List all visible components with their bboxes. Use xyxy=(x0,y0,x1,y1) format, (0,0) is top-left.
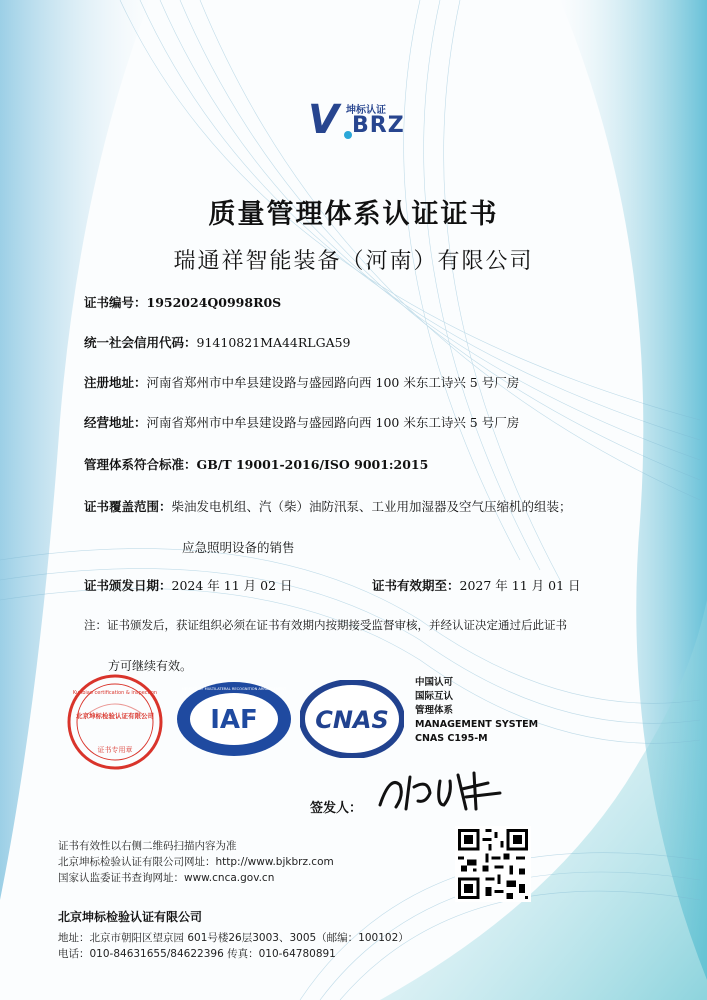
footer-info xyxy=(58,838,334,886)
cnas-line-4: MANAGEMENT SYSTEM xyxy=(415,719,539,730)
iaf-text: IAF xyxy=(210,705,258,735)
standard-label: 管理体系符合标准： xyxy=(84,457,197,472)
standard-value: GB/T 19001-2016/ISO 9001:2015 xyxy=(196,457,429,472)
cert-number-field xyxy=(84,293,281,311)
cnas-description xyxy=(415,676,538,746)
scope-value: 柴油发电机组、汽（柴）油防汛泵、工业用加湿器及空气压缩机的组装； xyxy=(171,499,572,514)
vbrz-logo xyxy=(300,95,410,155)
company-seal xyxy=(65,672,165,772)
logo-dot xyxy=(344,131,352,139)
scope-value-line2: 应急照明设备的销售 xyxy=(182,540,295,555)
credit-code-value: 91410821MA44RLGA59 xyxy=(196,335,351,350)
operating-address-label: 经营地址： xyxy=(84,415,147,430)
cnas-line-5: CNAS C195-M xyxy=(415,733,488,744)
seal-company-text: 北京坤标检验认证有限公司 xyxy=(76,712,154,720)
cnas-logo xyxy=(300,680,404,758)
cert-number-label: 证书编号： xyxy=(84,295,147,310)
credit-code-label: 统一社会信用代码： xyxy=(84,335,197,350)
expiry-date-field xyxy=(372,576,581,594)
expiry-date-value: 2027 年 11 月 01 日 xyxy=(459,578,581,593)
issuer-contact xyxy=(58,930,409,962)
credit-code-field xyxy=(84,333,351,351)
registered-address-label: 注册地址： xyxy=(84,375,147,390)
scope-label: 证书覆盖范围： xyxy=(84,499,172,514)
seal-ring-text: Kunbiao certification & inspection xyxy=(72,690,158,696)
certificate-title: 质量管理体系认证证书 xyxy=(208,199,499,230)
cnas-line-1: 中国认可 xyxy=(415,677,454,688)
expiry-date-label: 证书有效期至： xyxy=(372,578,460,593)
cnas-line-2: 国际互认 xyxy=(415,691,454,702)
issuer-name: 北京坤标检验认证有限公司 xyxy=(58,910,203,924)
footer-line-3: 国家认监委证书查询网址：www.cnca.gov.cn xyxy=(58,872,275,884)
logo-mark-brz: BRZ xyxy=(352,113,405,138)
signer-label: 签发人： xyxy=(310,801,363,816)
validity-note-line2: 方可继续有效。 xyxy=(108,659,193,673)
standard-field xyxy=(84,455,428,473)
validity-note-line1: 注：证书颁发后，获证组织必须在证书有效期内按期接受监督审核，并经认证决定通过后此证书 xyxy=(84,618,567,632)
issuer-address: 地址：北京市朝阳区望京园 601号楼26层3003、3005（邮编：100102） xyxy=(58,932,409,944)
logo-chinese-name: 坤标认证 xyxy=(346,105,386,116)
registered-address-value: 河南省郑州市中牟县建设路与盛园路向西 100 米东工诗兴 5 号厂房 xyxy=(146,375,520,390)
cert-number-value: 1952024Q0998R0S xyxy=(146,295,282,310)
scope-field xyxy=(84,497,572,515)
operating-address-value: 河南省郑州市中牟县建设路与盛园路向西 100 米东工诗兴 5 号厂房 xyxy=(146,415,520,430)
qr-code[interactable] xyxy=(455,826,531,902)
handwritten-signature xyxy=(370,765,510,815)
footer-line-1: 证书有效性以右侧二维码扫描内容为准 xyxy=(58,840,237,852)
issue-date-value: 2024 年 11 月 02 日 xyxy=(171,578,293,593)
iaf-ring-text: MEMBER OF MULTILATERAL RECOGNITION ARRANGEMENT xyxy=(181,687,287,691)
registered-address-field xyxy=(84,373,519,391)
operating-address-field xyxy=(84,413,519,431)
company-name: 瑞通祥智能装备（河南）有限公司 xyxy=(173,249,534,274)
issue-date-field xyxy=(84,576,293,594)
issue-date-label: 证书颁发日期： xyxy=(84,578,172,593)
cnas-text: CNAS xyxy=(315,706,389,734)
logo-mark-v: V xyxy=(308,97,339,143)
seal-bottom-text: 证书专用章 xyxy=(97,746,133,754)
issuer-phone: 电话：010-84631655/84622396 传真：010-64780891 xyxy=(58,948,336,960)
footer-line-2: 北京坤标检验认证有限公司网址：http://www.bjkbrz.com xyxy=(58,856,334,868)
iaf-logo xyxy=(175,680,293,758)
cnas-line-3: 管理体系 xyxy=(415,705,454,716)
